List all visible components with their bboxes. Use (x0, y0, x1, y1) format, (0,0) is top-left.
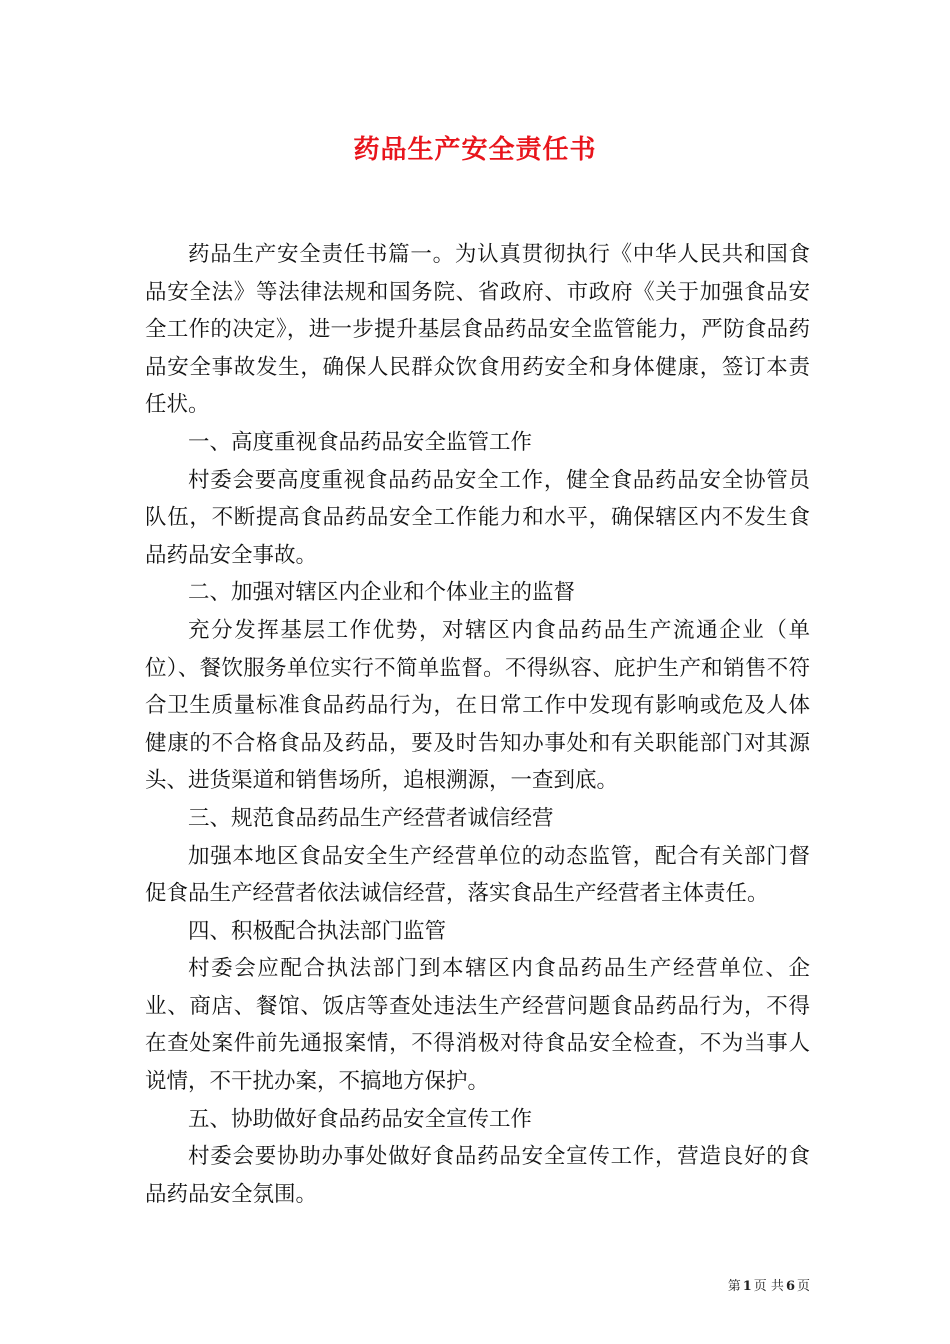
section-heading-2: 二、加强对辖区内企业和个体业主的监督 (188, 580, 576, 606)
paragraph-2: 充分发挥基层工作优势，对辖区内食品药品生产流通企业（单位）、餐饮服务单位实行不简单监督。不得纵容、庇护生产和销售不符合卫生质量标准食品药品行为，在日常工作中发现有影响或危及人体健康的不合格食品及药品，要及时告知办事处和有关职能部门对其源头、进货渠道和销售场所，追根溯源，一查到底。 (145, 617, 810, 794)
document-body (145, 236, 810, 1213)
section-heading-4: 四、积极配合执法部门监管 (188, 918, 447, 944)
paragraph-1: 村委会要高度重视食品药品安全工作，健全食品药品安全协管员队伍，不断提高食品药品安全工作能力和水平，确保辖区内不发生食品药品安全事故。 (145, 467, 810, 568)
footer-page-number: 1 (742, 1279, 752, 1294)
document-title: 药品生产安全责任书 (353, 135, 597, 165)
footer-prefix: 第 (727, 1279, 741, 1294)
footer-suffix: 页 (796, 1279, 810, 1294)
section-heading-5: 五、协助做好食品药品安全宣传工作 (188, 1106, 533, 1132)
footer-middle: 页 共 (753, 1279, 784, 1294)
section-heading-3: 三、规范食品药品生产经营者诚信经营 (188, 805, 554, 831)
footer-total-pages: 6 (785, 1279, 795, 1294)
paragraph-5: 村委会要协助办事处做好食品药品安全宣传工作，营造良好的食品药品安全氛围。 (145, 1144, 810, 1207)
paragraph-intro: 药品生产安全责任书篇一。为认真贯彻执行《中华人民共和国食品安全法》等法律法规和国务院、省政府、市政府《关于加强食品安全工作的决定》，进一步提升基层食品药品安全监管能力，严防食品药品安全事故发生，确保人民群众饮食用药安全和身体健康，签订本责任状。 (145, 242, 810, 418)
paragraph-3: 加强本地区食品安全生产经营单位的动态监管，配合有关部门督促食品生产经营者依法诚信经营，落实食品生产经营者主体责任。 (145, 843, 810, 907)
section-heading-1: 一、高度重视食品药品安全监管工作 (188, 429, 533, 455)
paragraph-4: 村委会应配合执法部门到本辖区内食品药品生产经营单位、企业、商店、餐馆、饭店等查处违法生产经营问题食品药品行为，不得在查处案件前先通报案情，不得消极对待食品安全检查，不为当事人说情，不干扰办案，不搞地方保护。 (145, 956, 810, 1095)
page-number-footer (700, 1275, 810, 1294)
